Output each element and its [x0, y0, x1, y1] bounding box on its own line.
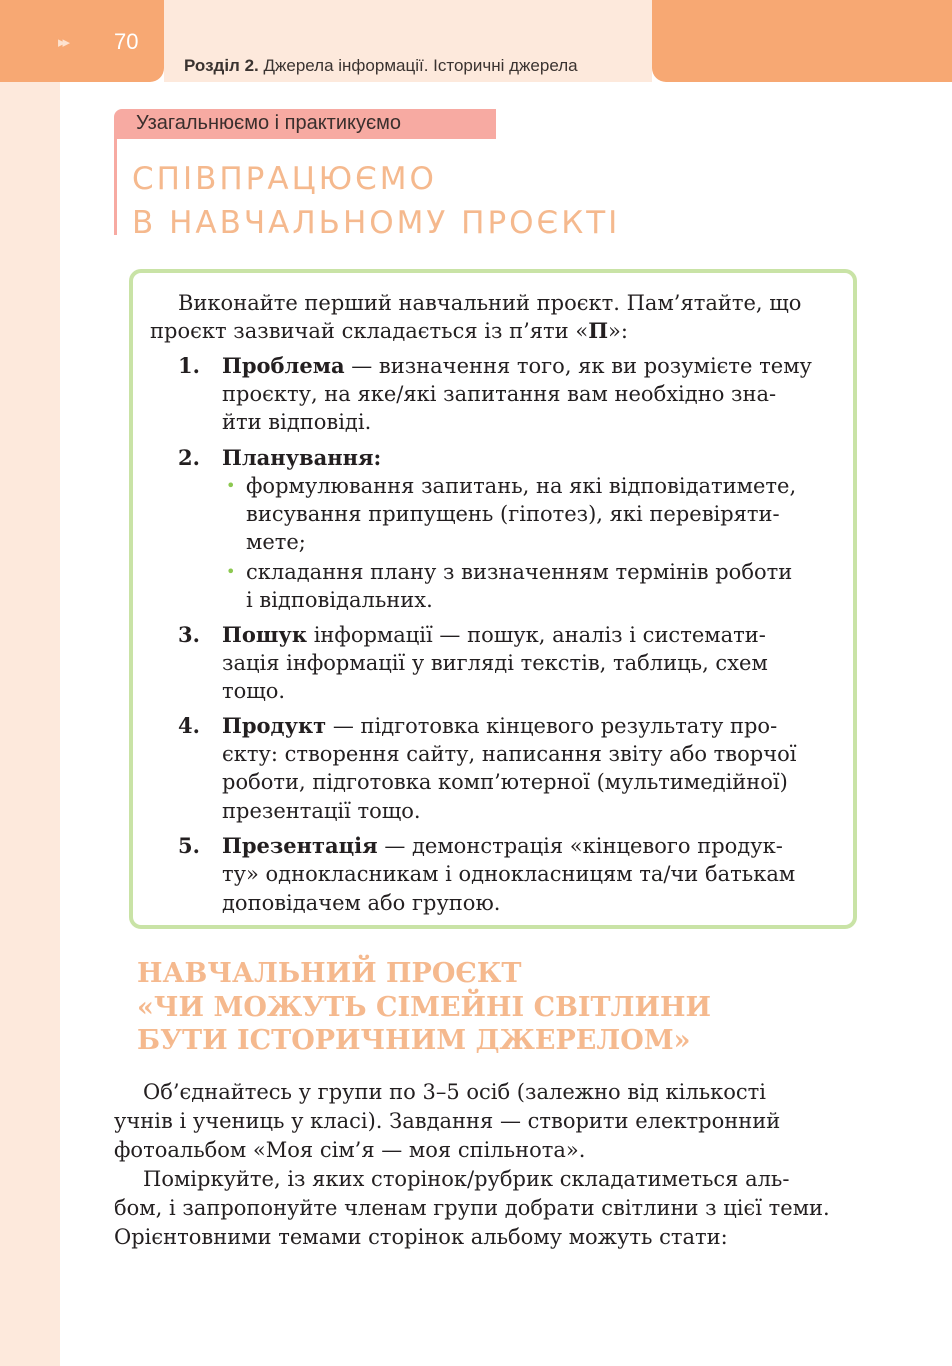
bullet-1-line-1: формулювання запитань, на які відповідатимете,	[246, 474, 797, 498]
item-term: Проблема	[222, 353, 345, 378]
item-number: 1.	[178, 353, 200, 378]
item-number: 2.	[178, 445, 200, 470]
section-title: Джерела інформації. Історичні джерела	[263, 56, 578, 75]
list-item-3-line-1	[222, 621, 766, 650]
list-item-5-line-1	[222, 832, 783, 861]
list-item-4-line-3: роботи, підготовка комп’ютерної (мультимедійної)	[222, 770, 788, 794]
rubric-tag-label: Узагальнюємо і практикуємо	[136, 112, 402, 134]
rubric-tag	[114, 109, 496, 139]
project-heading	[137, 957, 711, 1058]
header-right-tab	[652, 0, 952, 82]
list-item-1-line-2: проєкту, на яке/які запитання вам необхідно зна-	[222, 382, 777, 406]
bullet-1-line-3: мете;	[246, 530, 306, 554]
paragraph-1-line-1: Об’єднайтесь у групи по 3–5 осіб (залежно від кількості	[143, 1080, 766, 1104]
lesson-title	[132, 157, 620, 245]
paragraph-1-line-3: фотоальбом «Моя сім’я — моя спільнота».	[114, 1138, 586, 1162]
item-term: Презентація	[222, 833, 378, 858]
header-page-tab	[0, 0, 164, 82]
list-item-5-line-3: доповідачем або групою.	[222, 891, 501, 915]
list-item-2-line-1	[222, 444, 381, 473]
list-item-1-line-3: йти відповіді.	[222, 410, 372, 434]
intro-bold-letter: П	[588, 318, 609, 343]
intro-text: проєкт зазвичай складається із п’яти «	[150, 319, 589, 343]
section-label: Розділ 2.	[184, 56, 259, 75]
intro-text-end: »:	[608, 319, 628, 343]
paragraph-2-line-2: бом, і запропонуйте членам групи добрати світлини з цієї теми.	[114, 1196, 830, 1220]
list-item-3-line-3: тощо.	[222, 679, 286, 703]
item-number: 3.	[178, 622, 200, 647]
bullet-2-line-2: і відповідальних.	[246, 588, 433, 612]
box-intro-line-1: Виконайте перший навчальний проєкт. Пам’ятайте, що	[178, 291, 802, 315]
list-item-4-line-1	[222, 712, 777, 741]
paragraph-2-line-3: Орієнтовними темами сторінок альбому можуть стати:	[114, 1225, 728, 1249]
project-heading-line-1: НАВЧАЛЬНИЙ ПРОЄКТ	[137, 958, 522, 989]
list-item-4-line-2: єкту: створення сайту, написання звіту або творчої	[222, 742, 797, 766]
bullet-2-line-1: складання плану з визначенням термінів роботи	[246, 560, 793, 584]
bullet-1-line-2: висування припущень (гіпотез), які перевіряти-	[246, 502, 780, 526]
item-text: інформації — пошук, аналіз і системати-	[307, 623, 766, 647]
paragraph-1-line-2: учнів і учениць у класі). Завдання — створити електронний	[114, 1109, 781, 1133]
bullet-icon: •	[226, 476, 236, 495]
paragraph-2-line-1: Поміркуйте, із яких сторінок/рубрик складатиметься аль-	[143, 1167, 790, 1191]
item-text: — демонстрація «кінцевого продук-	[377, 834, 783, 858]
box-intro-line-2	[150, 317, 628, 346]
project-heading-line-3: БУТИ ІСТОРИЧНИМ ДЖЕРЕЛОМ»	[137, 1025, 691, 1056]
list-item-4-line-4: презентації тощо.	[222, 799, 421, 823]
item-text: — визначення того, як ви розумієте тему	[344, 354, 812, 378]
item-number: 5.	[178, 833, 200, 858]
item-text: — підготовка кінцевого результату про-	[326, 714, 778, 738]
item-number: 4.	[178, 713, 200, 738]
lesson-title-line-1: СПІВПРАЦЮЄМО	[132, 161, 437, 197]
page-number: 70	[114, 29, 139, 54]
page-margin-strip	[0, 0, 60, 1366]
double-arrow-icon: ▸▸	[58, 33, 68, 51]
bullet-icon: •	[226, 562, 236, 581]
lesson-title-line-2: В НАВЧАЛЬНОМУ ПРОЄКТІ	[132, 205, 621, 241]
running-header	[184, 56, 578, 76]
project-heading-line-2: «ЧИ МОЖУТЬ СІМЕЙНІ СВІТЛИНИ	[137, 991, 712, 1023]
item-term: Планування:	[222, 445, 382, 470]
list-item-3-line-2: зація інформації у вигляді текстів, таблиць, схем	[222, 651, 768, 675]
title-accent-bar	[114, 139, 117, 235]
item-term: Пошук	[222, 622, 308, 647]
item-term: Продукт	[222, 713, 327, 738]
list-item-1-line-1	[222, 352, 812, 381]
list-item-5-line-2: ту» однокласникам і однокласницям та/чи батькам	[222, 862, 796, 886]
